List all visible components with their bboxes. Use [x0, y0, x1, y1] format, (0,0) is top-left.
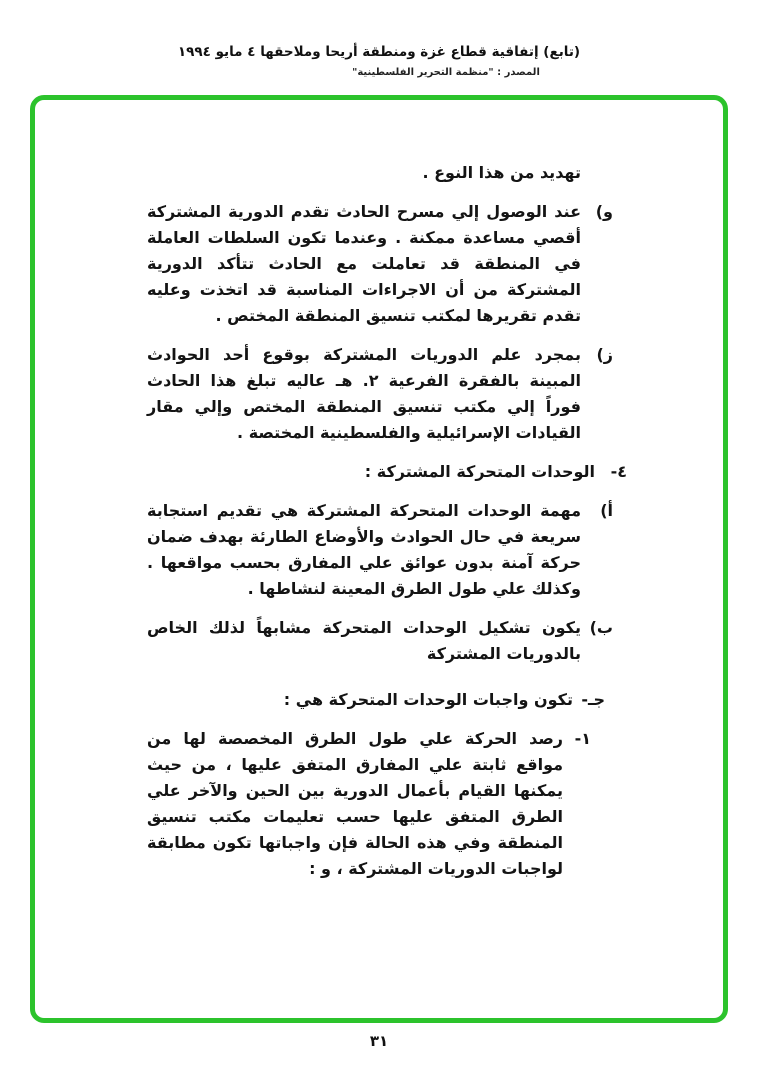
list-marker: ب) [589, 618, 613, 637]
paragraph [147, 342, 613, 446]
paragraph-text: تكون واجبات الوحدات المتحركة هي : [283, 690, 573, 709]
paragraph [147, 459, 627, 485]
paragraph [147, 615, 613, 667]
paragraph-text: تهديد من هذا النوع . [422, 163, 581, 182]
paragraph-text: مهمة الوحدات المتحركة المشتركة هي تقديم استجابة سريعة في حال الحوادث والأوضاع الطارئة بهدف ضمان حركة آمنة بدون عوائق علي المفارق بحسب مواقعها . وكذلك علي طول الطرق المعينة لنشاطها . [147, 501, 581, 598]
list-marker: أ) [600, 501, 613, 520]
document-body [35, 100, 723, 882]
header-title: (تابع) إتفاقية قطاع غزة ومنطقة أريحا وملاحقها ٤ مايو ١٩٩٤ [177, 44, 581, 60]
paragraph [147, 498, 613, 602]
paragraph-text: الوحدات المتحركة المشتركة : [364, 462, 595, 481]
paragraph [147, 726, 591, 882]
paragraph-text: يكون تشكيل الوحدات المتحركة مشابهاً لذلك الخاص بالدوريات المشتركة [147, 618, 581, 663]
document-header [0, 44, 758, 78]
list-marker: و) [595, 202, 613, 221]
paragraph-text: رصد الحركة علي طول الطرق المخصصة لها من مواقع ثابتة علي المفارق المتفق عليها ، من حيث يمكنها القيام بأعمال الدورية بين الحين والآخر علي الطرق المتفق عليها حسب تعليمات مكتب تنسيق المنطقة وفي هذه الحالة فإن واجباتها تكون مطابقة لواجبات الدوريات المشتركة ، و : [147, 729, 563, 878]
content-border-box [30, 95, 728, 1023]
header-source: المصدر : "منظمة التحرير الفلسطينية" [352, 67, 540, 78]
list-marker: ٤- [610, 462, 627, 481]
paragraph [147, 687, 605, 713]
paragraph-text: عند الوصول إلي مسرح الحادث تقدم الدورية المشتركة أقصي مساعدة ممكنة . وعندما تكون السلطات العاملة في المنطقة قد تعاملت مع الحادث تتأكد الدورية المشتركة من أن الاجراءات المناسبة قد اتخذت وعليه تقدم تقريرها لمكتب تنسيق المنطقة المختص . [147, 202, 581, 325]
list-marker: ١- [574, 729, 591, 748]
paragraph [147, 199, 613, 329]
paragraph-text: بمجرد علم الدوريات المشتركة بوقوع أحد الحوادث المبينة بالفقرة الفرعية ٢. هـ عاليه تبلغ هذا الحادث فوراً إلي مكتب تنسيق المنطقة المختص وإلي مقار القيادات الإسرائيلية والفلسطينية المختصة . [147, 345, 582, 442]
paragraph [147, 160, 581, 186]
list-marker: ز) [596, 345, 613, 364]
list-marker: جـ- [581, 690, 605, 709]
page-number: ٣١ [369, 1032, 389, 1050]
